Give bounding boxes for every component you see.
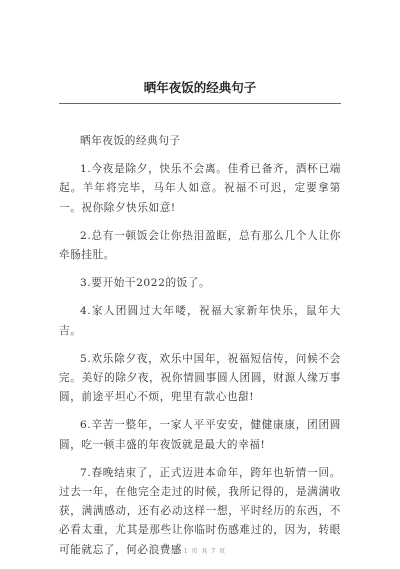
paragraph-7: 7.春晚结束了，正式迈进本命年，跨年也斩情一回。过去一年，在他完全走过的时候，我所记得的，是满满收获，满满感动，还有必动这样一想，平时经历的东西，不必看太重，尤其是那些让你临时伤感难过的，因为，转眼可能就忘了，何必浪费感 <box>59 466 341 556</box>
title-divider <box>59 103 341 104</box>
paragraph-3: 3.要开始干2022的饭了。 <box>80 277 211 290</box>
paragraph-heading: 晒年夜饭的经典句子 <box>80 135 181 147</box>
page-number-footer: 第 1 页 共 7 页 <box>173 548 227 555</box>
paragraph-1: 1.今夜是除夕，快乐不会离。佳肴已备齐，酒杯已端起。羊年将完毕，马年人如意。祝福不可迟，定要拿第一。祝你除夕快乐如意! <box>59 163 341 214</box>
paragraph-6: 6.辛苦一整年，一家人平平安安，健健康康，团团圆圆，吃一顿丰盛的年夜饭就是最大的幸福! <box>59 419 341 451</box>
paragraph-5: 5.欢乐除夕夜，欢乐中国年，祝福短信传，问候不会完。美好的除夕夜，祝你情圆事圆人团圆，财源人缘万事圆，前途平坦心不烦，兜里有款心也甜! <box>59 352 341 404</box>
paragraph-2: 2.总有一顿饭会让你热泪盈眶，总有那么几个人让你牵肠挂肚。 <box>59 229 341 262</box>
paragraph-4: 4.家人团圆过大年喽，祝福大家新年快乐，鼠年大吉。 <box>59 305 341 337</box>
document-title: 晒年夜饭的经典句子 <box>143 80 257 95</box>
document-body <box>59 132 341 569</box>
